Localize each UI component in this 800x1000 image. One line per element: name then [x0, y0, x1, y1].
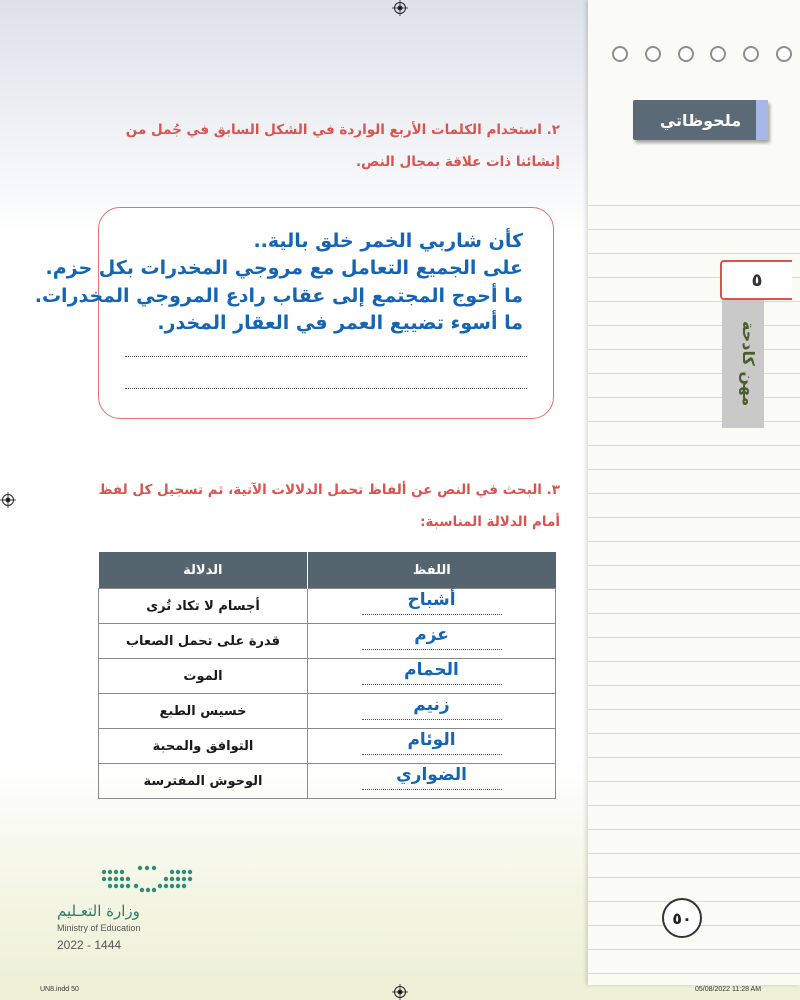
- question-3: ٣. البحث في النص عن ألفاظ تحمل الدلالات الآتية، ثم تسجيل كل لفظ أمام الدلالة المناسبة:: [98, 482, 560, 530]
- word-answer: زنيم: [413, 694, 450, 715]
- unit-number-box: [720, 260, 792, 300]
- notes-tab-stripe: [756, 100, 768, 140]
- answer-line: على الجميع التعامل مع مروجي المخدرات بكل حزم.: [45, 257, 523, 279]
- header-word: اللفظ: [308, 552, 556, 589]
- table-row: [99, 659, 556, 694]
- answer-line: ما أحوج المجتمع إلى عقاب رادع المروجي المخدرات.: [34, 285, 523, 307]
- table-row: [99, 589, 556, 624]
- answer-line: كأن شاربي الخمر خلق بالية..: [253, 230, 523, 252]
- print-slug-file: UN8.indd 50: [40, 986, 79, 993]
- binder-hole-icon: [645, 46, 661, 62]
- binder-hole-icon: [710, 46, 726, 62]
- header-meaning: الدلالة: [99, 552, 308, 589]
- ministry-logo-icon: [100, 862, 194, 896]
- binder-holes: [612, 46, 792, 66]
- page-number: ٥٠: [662, 898, 702, 938]
- meaning-cell: التوافق والمحبة: [99, 729, 308, 764]
- ministry-name-english: Ministry of Education: [57, 923, 141, 933]
- word-answer: عزم: [414, 624, 449, 645]
- registration-mark-icon: [392, 984, 408, 1000]
- ministry-year: 2022 - 1444: [57, 938, 122, 952]
- vocabulary-table: [98, 552, 556, 799]
- print-slug-date: 05/08/2022 11:28 AM: [695, 986, 762, 993]
- notes-tab: [633, 100, 768, 140]
- table-header-row: [99, 552, 556, 589]
- blank-writing-line[interactable]: [125, 356, 527, 357]
- unit-title: مهن كادحة: [739, 321, 758, 407]
- table-row: [99, 764, 556, 799]
- binder-hole-icon: [776, 46, 792, 62]
- binder-hole-icon: [612, 46, 628, 62]
- question-2: ٢. استخدام الكلمات الأربع الواردة في الشكل السابق في جُمل من إنشائنا ذات علاقة بمجال النص.: [125, 122, 560, 170]
- table-row: [99, 729, 556, 764]
- word-answer: الوئام: [407, 729, 456, 750]
- word-answer: الحمام: [404, 659, 459, 680]
- word-cell[interactable]: [308, 729, 556, 764]
- meaning-cell: الوحوش المفترسة: [99, 764, 308, 799]
- notebook-header: [588, 0, 800, 182]
- meaning-cell: أجسام لا تكاد تُرى: [99, 589, 308, 624]
- table-row: [99, 694, 556, 729]
- word-answer: أشباح: [407, 589, 456, 610]
- word-answer: الضواري: [396, 764, 467, 785]
- word-cell[interactable]: [308, 764, 556, 799]
- answer-line: ما أسوء تضييع العمر في العقار المخدر.: [157, 312, 523, 334]
- word-cell[interactable]: [308, 589, 556, 624]
- blank-writing-line[interactable]: [125, 388, 527, 389]
- binder-hole-icon: [678, 46, 694, 62]
- registration-mark-icon: [0, 492, 16, 508]
- answer-box: [34, 207, 554, 419]
- binder-hole-icon: [743, 46, 759, 62]
- notes-tab-label: ملحوظاتي: [659, 110, 742, 130]
- unit-number: ٥: [751, 269, 763, 291]
- word-cell[interactable]: [308, 624, 556, 659]
- word-cell[interactable]: [308, 694, 556, 729]
- word-cell[interactable]: [308, 659, 556, 694]
- ministry-name-arabic: وزارة التعـليم: [57, 902, 140, 920]
- registration-mark-icon: [392, 0, 408, 16]
- meaning-cell: خسيس الطبع: [99, 694, 308, 729]
- table-row: [99, 624, 556, 659]
- meaning-cell: الموت: [99, 659, 308, 694]
- meaning-cell: قدرة على تحمل الصعاب: [99, 624, 308, 659]
